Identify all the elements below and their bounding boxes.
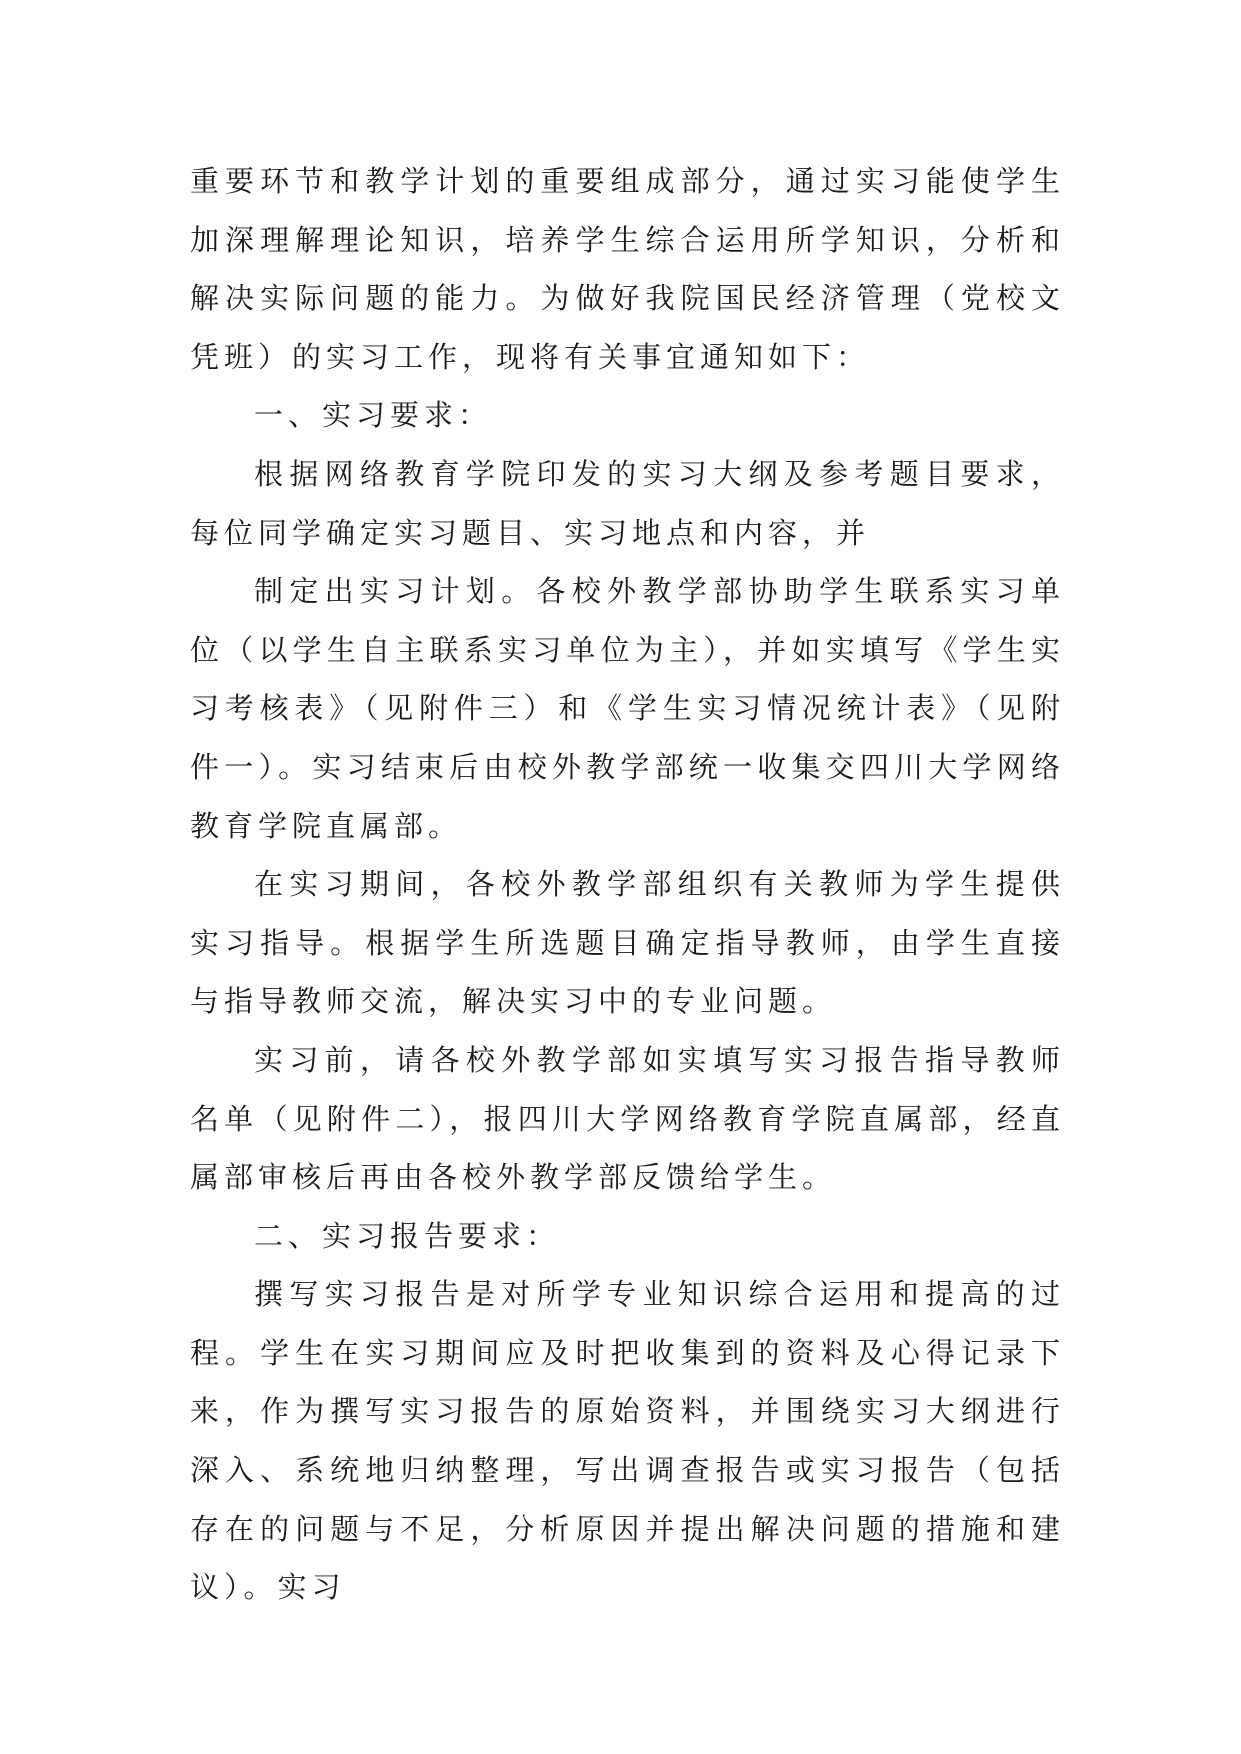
document-body: [190, 152, 1065, 1617]
paragraph-intro-continued: 重要环节和教学计划的重要组成部分，通过实习能使学生加深理解理论知识，培养学生综合运用所学知识，分析和解决实际问题的能力。为做好我院国民经济管理（党校文凭班）的实习工作，现将有关事宜通知如下：: [190, 164, 1065, 374]
paragraph-advisor-list: 实习前，请各校外教学部如实填写实习报告指导教师名单（见附件二），报四川大学网络教育学院直属部，经直属部审核后再由各校外教学部反馈给学生。: [190, 1042, 1065, 1195]
paragraph-report-writing: 撰写实习报告是对所学专业知识综合运用和提高的过程。学生在实习期间应及时把收集到的资料及心得记录下来，作为撰写实习报告的原始资料，并围绕实习大纲进行深入、系统地归纳整理，写出调查报告或实习报告（包括存在的问题与不足，分析原因并提出解决问题的措施和建议）。实习: [190, 1277, 1065, 1605]
section-heading-report-requirements: 二、实习报告要求：: [254, 1218, 561, 1253]
paragraph-internship-plan: 制定出实习计划。各校外教学部协助学生联系实习单位（以学生自主联系实习单位为主），并如实填写《学生实习考核表》（见附件三）和《学生实习情况统计表》（见附件一）。实习结束后由校外教学部统一收集交四川大学网络教育学院直属部。: [190, 574, 1065, 843]
paragraph-internship-guidance: 在实习期间，各校外教学部组织有关教师为学生提供实习指导。根据学生所选题目确定指导教师，由学生直接与指导教师交流，解决实习中的专业问题。: [190, 867, 1065, 1019]
paragraph-requirements: 根据网络教育学院印发的实习大纲及参考题目要求，每位同学确定实习题目、实习地点和内容，并: [190, 456, 1065, 550]
section-heading-internship-requirements: 一、实习要求：: [254, 398, 493, 433]
